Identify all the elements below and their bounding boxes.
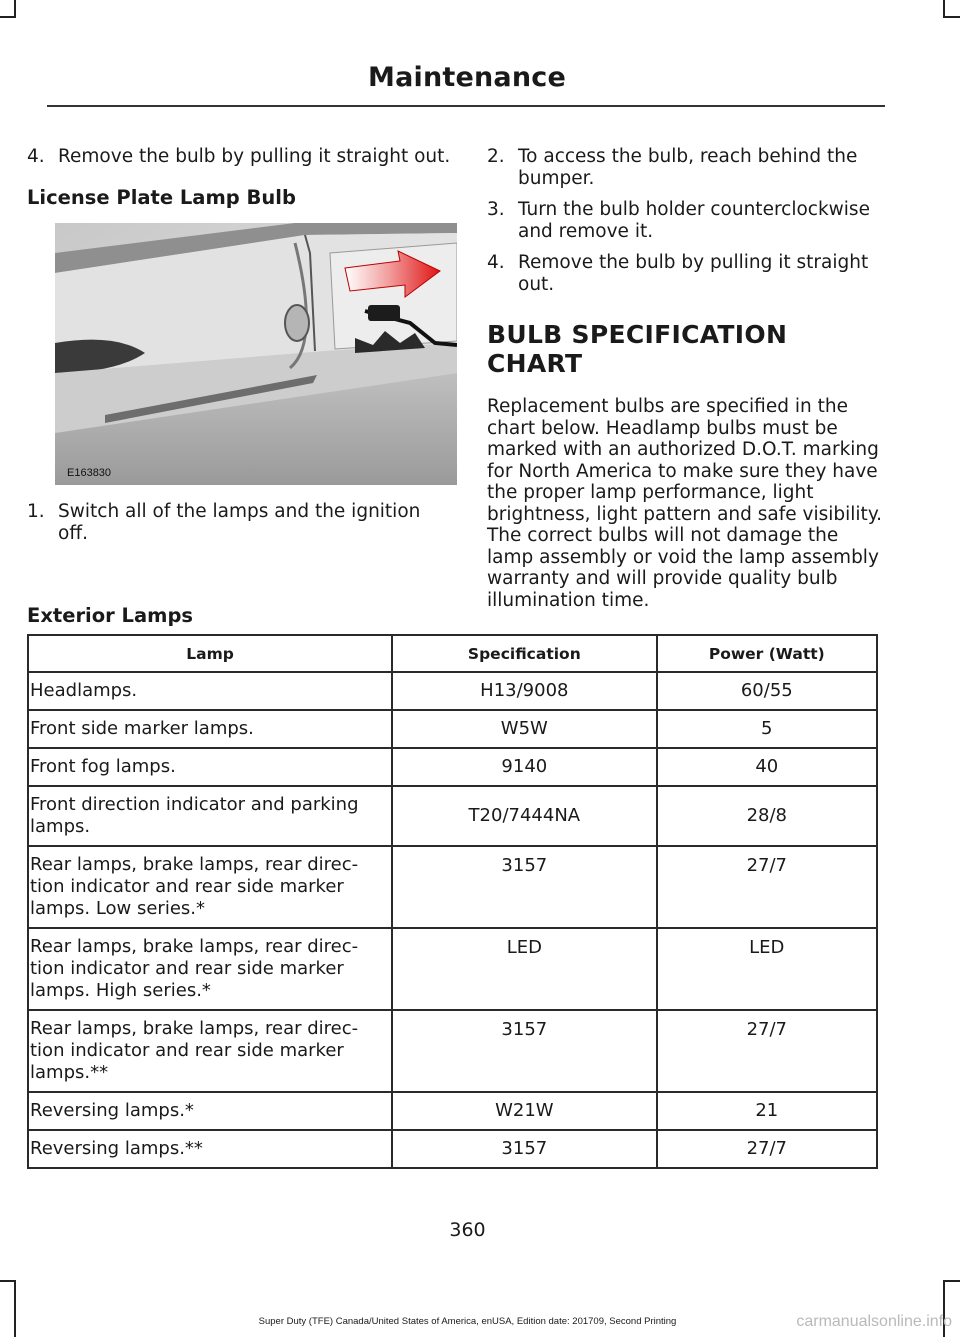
lamp-text: Reversing lamps.**: [30, 1138, 203, 1159]
spec-cell: H13/9008: [392, 672, 656, 710]
lamp-cell: [28, 1130, 392, 1168]
lamp-text: Front direction indicator and parking lamps.: [30, 794, 359, 837]
step-number: 4.: [487, 252, 505, 273]
step-text: Switch all of the lamps and the ignition off.: [58, 501, 421, 544]
right-column: [487, 146, 882, 611]
exterior-lamps-table: [27, 634, 878, 1169]
power-cell: 21: [657, 1092, 877, 1130]
step-item: [27, 146, 452, 168]
license-plate-illustration: [55, 223, 457, 485]
lamp-text: Front fog lamps.: [30, 756, 176, 777]
license-plate-heading: License Plate Lamp Bulb: [27, 186, 296, 209]
step-number: 3.: [487, 199, 505, 220]
step-item: [27, 501, 452, 545]
table-row: [28, 710, 877, 748]
step-item: [487, 252, 882, 296]
table-row: [28, 1092, 877, 1130]
step-text: Remove the bulb by pulling it straight out.: [58, 146, 451, 167]
footer-text: Super Duty (TFE) Canada/United States of America, enUSA, Edition date: 201709, Second Printing: [258, 1316, 677, 1327]
left-column: [27, 146, 452, 554]
table-header-row: [28, 635, 877, 672]
lamp-text: Rear lamps, brake lamps, rear direc-tion indicator and rear side marker lamps.**: [30, 1018, 359, 1083]
crop-mark: [0, 1280, 16, 1282]
crop-mark: [943, 1280, 960, 1282]
spec-cell: 3157: [392, 1010, 656, 1092]
spec-cell: W21W: [392, 1092, 656, 1130]
lamp-cell: [28, 1010, 392, 1092]
lamp-text: Headlamps.: [30, 680, 138, 701]
figure-code: E163830: [67, 467, 112, 479]
spec-cell: 3157: [392, 846, 656, 928]
spec-cell: T20/7444NA: [392, 786, 656, 846]
power-cell: 28/8: [657, 786, 877, 846]
lamp-cell: [28, 928, 392, 1010]
step-number: 1.: [27, 501, 45, 522]
page-header-title: Maintenance: [368, 62, 566, 93]
page-number: 360: [449, 1219, 486, 1241]
step-item: [487, 199, 882, 243]
column-header: Lamp: [28, 635, 392, 672]
license-plate-lamp-figure: [55, 223, 457, 485]
column-header: Specification: [392, 635, 656, 672]
lamp-cell: [28, 710, 392, 748]
header-divider: [47, 105, 885, 107]
spec-cell: 3157: [392, 1130, 656, 1168]
power-cell: LED: [657, 928, 877, 1010]
lamp-text: Front side marker lamps.: [30, 718, 254, 739]
crop-mark: [0, 16, 16, 18]
step-text: Remove the bulb by pulling it straight out.: [518, 252, 869, 295]
lamp-cell: [28, 786, 392, 846]
lamp-text: Reversing lamps.*: [30, 1100, 194, 1121]
power-cell: 27/7: [657, 846, 877, 928]
table-row: [28, 928, 877, 1010]
lamp-cell: [28, 672, 392, 710]
lamp-text: Rear lamps, brake lamps, rear direc-tion indicator and rear side marker lamps. High series.*: [30, 936, 359, 1001]
intro-paragraph: Replacement bulbs are specified in the chart below. Headlamp bulbs must be marked with an authorized D.O.T. marking for North America to make sure they have the proper lamp performance, light brightness, light pattern and safe visibility. The correct bulbs will not damage the lamp assembly or void the lamp assembly warranty and will provide quality bulb illumination time.: [487, 396, 883, 611]
crop-mark: [943, 16, 960, 18]
spec-cell: W5W: [392, 710, 656, 748]
lamp-cell: [28, 748, 392, 786]
watermark: carmanualsonline.info: [796, 1313, 952, 1330]
table-row: [28, 672, 877, 710]
power-cell: 27/7: [657, 1130, 877, 1168]
spec-cell: 9140: [392, 748, 656, 786]
power-cell: 27/7: [657, 1010, 877, 1092]
power-cell: 5: [657, 710, 877, 748]
power-cell: 40: [657, 748, 877, 786]
step-text: To access the bulb, reach behind the bumper.: [518, 146, 858, 189]
step-text: Turn the bulb holder counterclockwise and remove it.: [518, 199, 870, 242]
step-number: 4.: [27, 146, 45, 167]
step-item: [487, 146, 882, 190]
lamp-cell: [28, 1092, 392, 1130]
spec-cell: LED: [392, 928, 656, 1010]
table-row: [28, 748, 877, 786]
section-heading: BULB SPECIFICATION CHART: [487, 320, 788, 378]
power-cell: 60/55: [657, 672, 877, 710]
table-title: Exterior Lamps: [27, 604, 194, 627]
lamp-text: Rear lamps, brake lamps, rear direc-tion indicator and rear side marker lamps. Low series.*: [30, 854, 359, 919]
table-row: [28, 786, 877, 846]
table-row: [28, 1010, 877, 1092]
step-number: 2.: [487, 146, 505, 167]
lamp-cell: [28, 846, 392, 928]
column-header: Power (Watt): [657, 635, 877, 672]
table-row: [28, 1130, 877, 1168]
table-row: [28, 846, 877, 928]
crop-mark: [14, 1280, 16, 1337]
